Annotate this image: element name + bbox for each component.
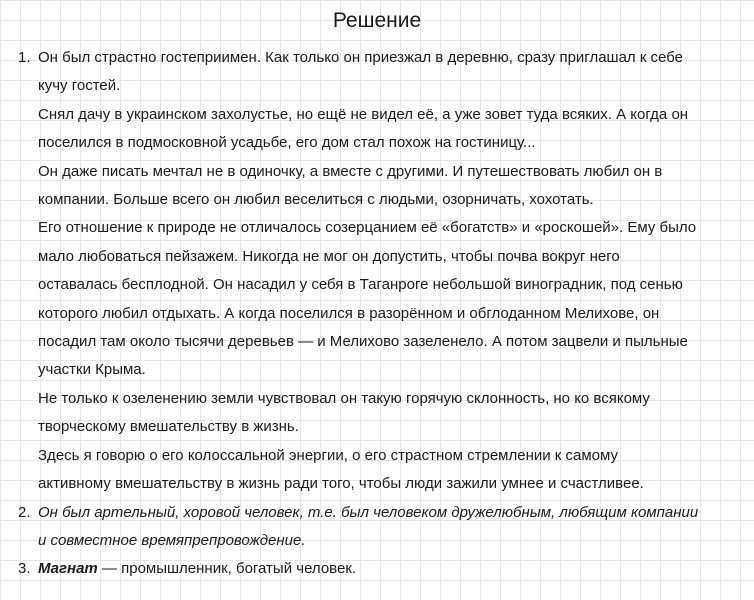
text-line: Снял дачу в украинском захолустье, но ещё не видел её, а уже зовет туда всяких. А когда он (38, 105, 689, 123)
answer-item-2 (0, 499, 754, 556)
answer-item-1 (0, 44, 754, 499)
term: Магнат (38, 560, 98, 578)
text-line: Здесь я говорю о его колоссальной энергии, о его страстном стремлении к самому (38, 446, 619, 464)
text-line: и совместное времяпрепровождение. (38, 531, 306, 549)
text-line: участки Крыма. (38, 361, 146, 379)
text-line: которого любил отдыхать. А когда поселился в разорённом и обглоданном Мелихове, он (38, 304, 660, 322)
text-line: Не только к озеленению земли чувствовал он такую горячую склонность, но ко всякому (38, 389, 650, 407)
definition-text: — промышленник, богатый человек. (97, 560, 357, 578)
text-line: творческому вмешательству в жизнь. (38, 418, 299, 436)
item-number: 1. (18, 49, 31, 66)
solution-content (0, 44, 754, 584)
text-line: посадил там около тысячи деревьев — и Мелихово зазеленело. А потом зацвели и пыльные (38, 333, 688, 351)
italic-paragraph (38, 499, 740, 556)
solution-title: Решение (332, 9, 422, 32)
text-line: кучу гостей. (38, 77, 121, 95)
answer-item-3 (0, 555, 754, 583)
text-line: Его отношение к природе не отличалось созерцанием её «богатств» и «роскошей». Ему было (38, 219, 697, 237)
text-line: мало любоваться пейзажем. Никогда не мог он допустить, чтобы почва вокруг него (38, 247, 620, 265)
text-line: Он был артельный, хоровой человек, т.е. был человеком дружелюбным, любящим компании (38, 503, 699, 521)
definition-paragraph (38, 555, 740, 583)
text-line: оставалась бесплодной. Он насадил у себя в Таганроге небольшой виноградник, под сенью (38, 276, 683, 294)
paragraph (38, 101, 740, 158)
text-line: поселился в подмосковной усадьбе, его дом стал похож на гостиницу... (38, 134, 536, 152)
text-line: Он был страстно гостеприимен. Как только он приезжал в деревню, сразу приглашал к себе (38, 49, 683, 66)
text-line: компании. Больше всего он любил веселиться с людьми, озорничать, хохотать. (38, 191, 594, 209)
paragraph (38, 158, 740, 215)
text-line: Он даже писать мечтал не в одиночку, а вместе с другими. И путешествовать любил он в (38, 162, 663, 180)
item-number: 3. (18, 560, 31, 578)
paragraph (38, 385, 740, 442)
text-line: активному вмешательству в жизнь ради того, чтобы люди зажили умнее и счастливее. (38, 475, 644, 493)
item-number: 2. (18, 503, 31, 521)
paragraph (38, 214, 740, 384)
paragraph (38, 442, 740, 499)
paragraph (38, 44, 740, 101)
